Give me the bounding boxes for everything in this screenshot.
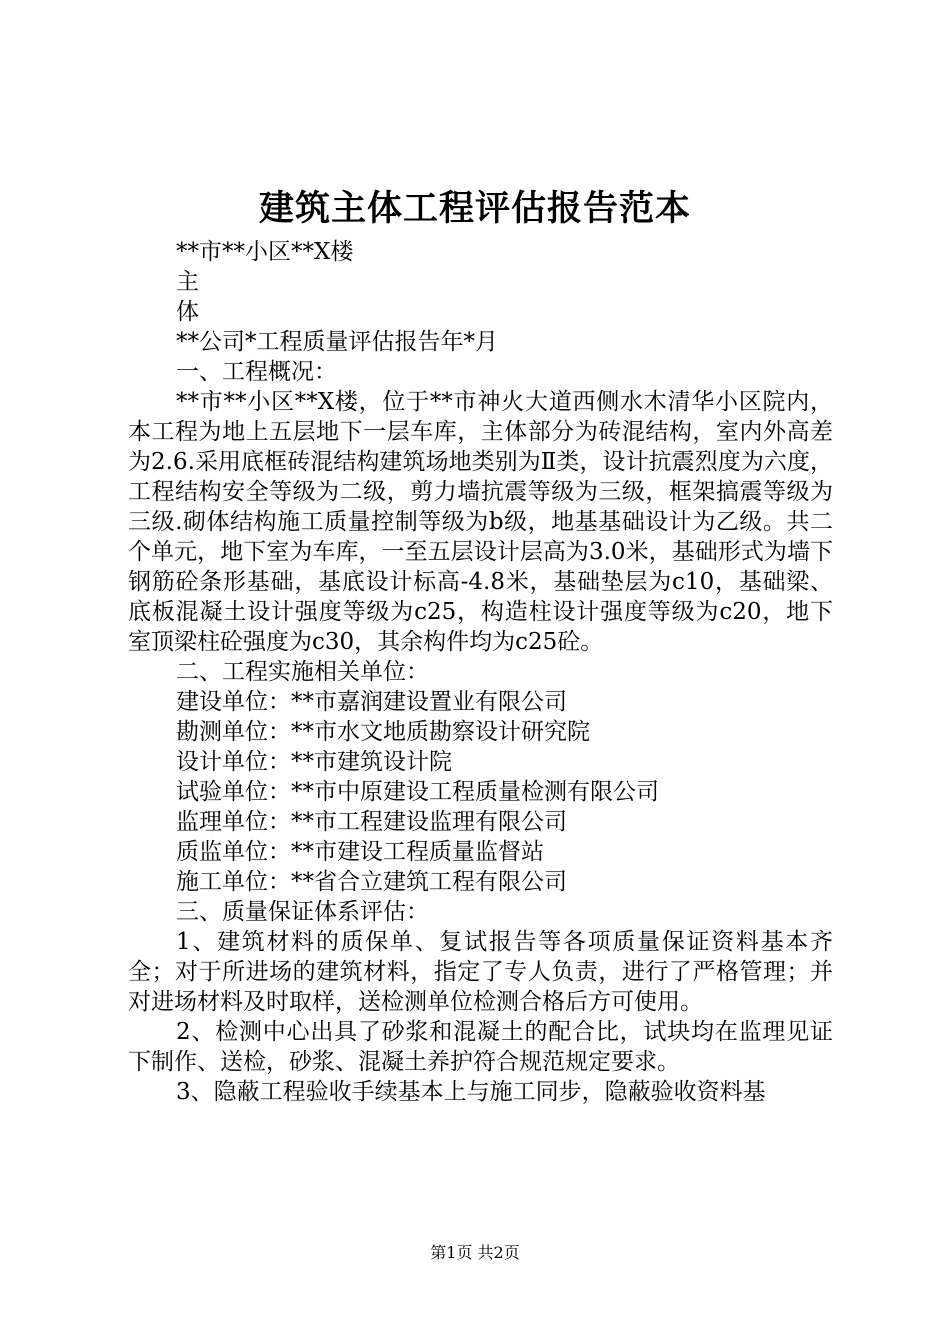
report-issuer-line: **公司*工程质量评估报告年*月 [176,329,498,355]
unit-survey: 勘测单位：**市水文地质勘察设计研究院 [176,719,590,745]
quality-item-1: 1、建筑材料的质保单、复试报告等各项质量保证资料基本齐全；对于所进场的建筑材料，指定了专人负责，进行了严格管理；并对进场材料及时取样，送检测单位检测合格后方可使用。 [128,929,833,1015]
unit-quality-inspection: 质监单位：**市建设工程质量监督站 [176,839,544,865]
page-number-footer: 第1页 共2页 [430,1243,520,1262]
unit-design: 设计单位：**市建筑设计院 [176,749,452,775]
document-body [128,237,833,1107]
unit-supervision: 监理单位：**市工程建设监理有限公司 [176,809,567,835]
document-title: 建筑主体工程评估报告范本 [258,188,691,229]
project-type-char-1: 主 [176,269,199,295]
unit-construction-owner: 建设单位：**市嘉润建设置业有限公司 [176,689,567,715]
section-heading-quality: 三、质量保证体系评估： [176,899,429,925]
unit-testing: 试验单位：**市中原建设工程质量检测有限公司 [176,779,659,805]
project-type-char-2: 体 [176,299,199,325]
quality-item-3: 3、隐蔽工程验收手续基本上与施工同步，隐蔽验收资料基 [176,1079,766,1105]
project-name-line: **市**小区**X楼 [176,239,354,265]
overview-paragraph: **市**小区**X楼，位于**市神火大道西侧水木清华小区院内，本工程为地上五层地下一层车库，主体部分为砖混结构，室内外高差为2.6.采用底框砖混结构建筑场地类别为Ⅱ类，设计抗震烈度为六度，工程结构安全等级为二级，剪力墙抗震等级为三级，框架搞震等级为三级.砌体结构施工质量控制等级为b级，地基基础设计为乙级。共二个单元，地下室为车库，一至五层设计层高为3.0米，基础形式为墙下钢筋砼条形基础，基底设计标高-4.8米，基础垫层为c10，基础梁、底板混凝土设计强度等级为c25，构造柱设计强度等级为c20，地下室顶梁柱砼强度为c30，其余构件均为c25砼。 [128,389,833,655]
section-heading-units: 二、工程实施相关单位： [176,659,429,685]
section-heading-overview: 一、工程概况： [176,359,337,385]
quality-item-2: 2、检测中心出具了砂浆和混凝土的配合比，试块均在监理见证下制作、送检，砂浆、混凝土养护符合规范规定要求。 [128,1019,833,1075]
unit-contractor: 施工单位：**省合立建筑工程有限公司 [176,869,567,895]
